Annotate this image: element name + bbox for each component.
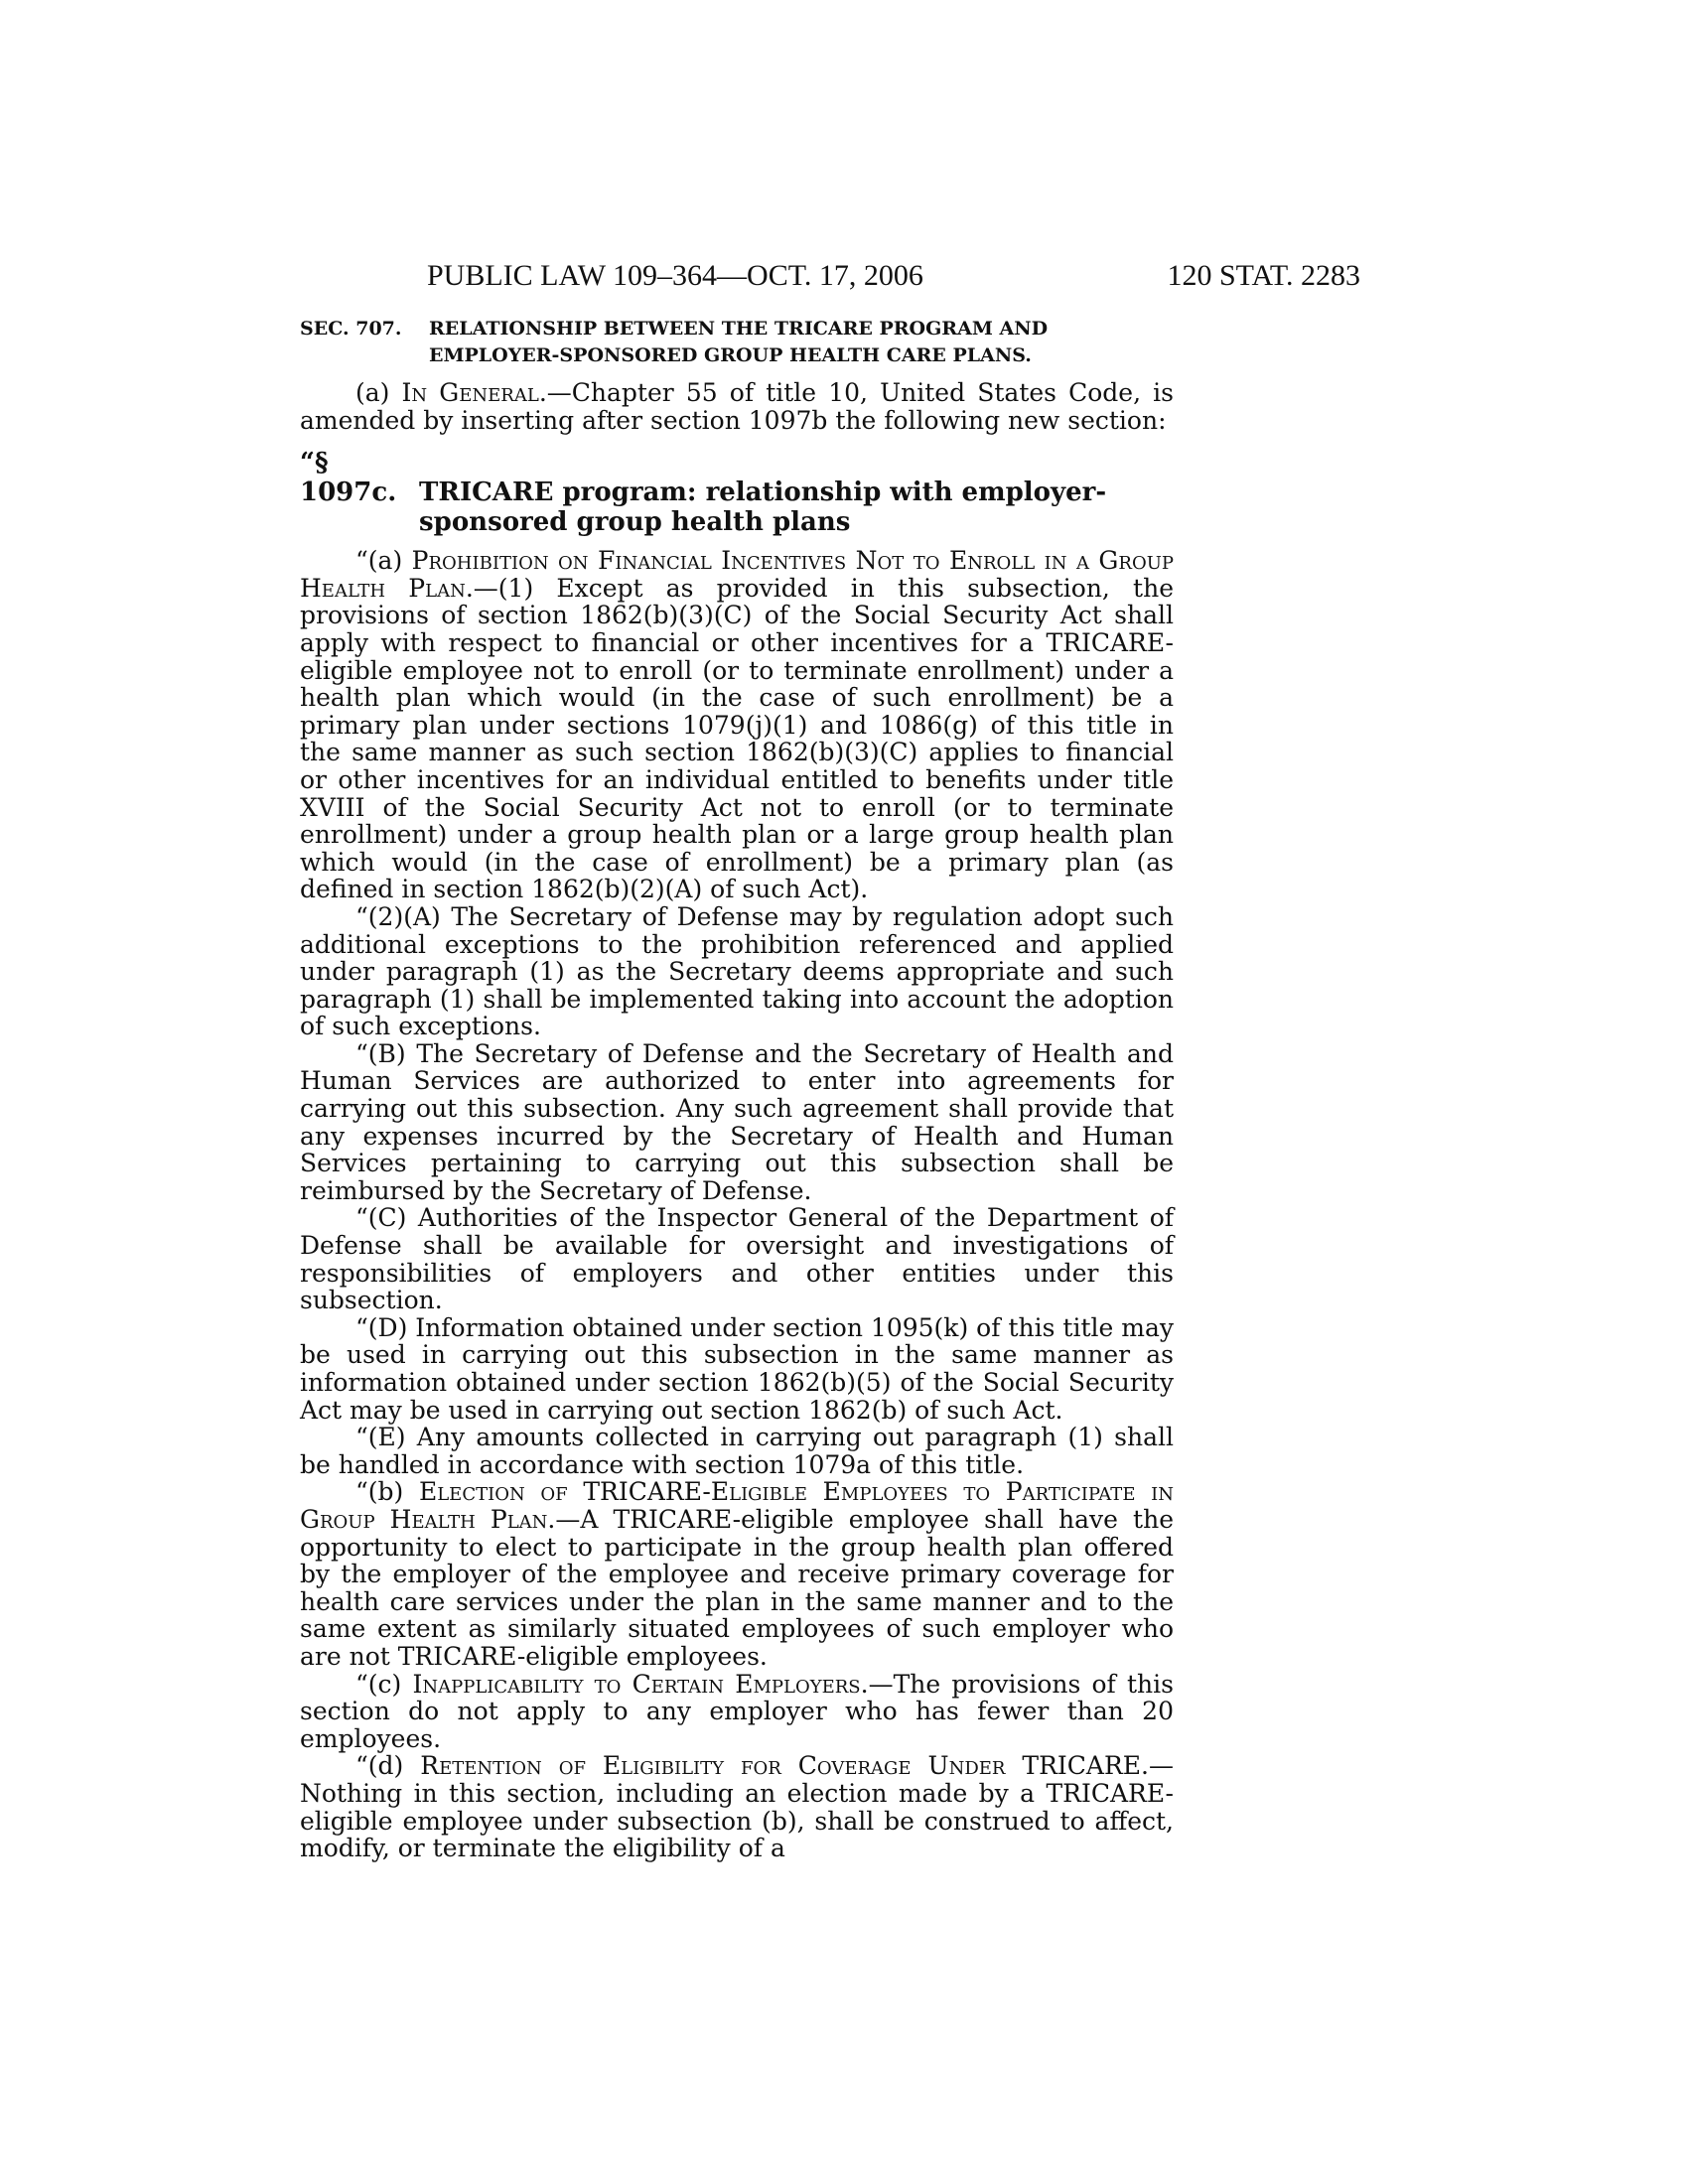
subsection-a-prefix: (a) [355,378,402,407]
section-number: SEC. 707. [300,318,402,340]
running-header [0,256,1688,296]
section-heading-text: RELATIONSHIP BETWEEN THE TRICARE PROGRAM AND EMPLOYER-SPONSORED GROUP HEALTH CARE PLANS. [429,318,1049,366]
paragraph-B: “(B) The Secretary of Defense and the Secretary of Health and Human Services are authorized to enter into agreements for carrying out this subsection. Any such agreement shall provide that any expenses incurred by the Secretary of Health and Human Services pertaining to carrying out this subsection shall be reimbursed by the Secretary of Defense. [300,1038,1174,1205]
paragraph-a-prefix: “(a) [355,546,412,576]
paragraph-a [300,547,1174,903]
paragraph-d [300,1752,1174,1861]
header-page-reference: 120 STAT. 2283 [1167,259,1360,292]
subsection-a-paragraph [300,379,1174,434]
paragraph-a-text: (1) Except as provided in this subsection, the provisions of section 1862(b)(3)(C) of the Social Security Act shall apply with respect to financial or other incentives for a TRICARE-eligible employee not to enroll (or to terminate enrollment) under a health plan which would (in the case of such enrollment) be a primary plan under sections 1079(j)(1) and 1086(g) of this title in the same manner as such section 1862(b)(3)(C) applies to financial or other incentives for an individual entitled to benefits under title XVIII of the Social Security Act not to enroll (or to terminate enrollment) under a group health plan or a large group health plan which would (in the case of enrollment) be a primary plan (as defined in section 1862(b)(2)(A) of such Act). [300,573,1174,904]
paragraph-b-label: Election of TRICARE-Eligible Employees to Participate in Group Health Plan [300,1477,1174,1534]
paragraph-b [300,1478,1174,1670]
new-section-number: “§ 1097c. [300,448,397,508]
section-heading [300,316,1174,369]
paragraph-c-prefix: “(c) [355,1669,413,1699]
subsection-a-label: In General [401,378,539,407]
header-title: PUBLIC LAW 109–364—OCT. 17, 2006 [427,259,923,292]
paragraph-d-suffix: .— [1141,1751,1174,1781]
paragraph-b-suffix: .— [547,1504,581,1534]
new-section-title [300,448,1174,537]
paragraph-d-prefix: “(d) [355,1751,421,1781]
paragraph-c-label: Inapplicability to Certain Employers [412,1669,861,1699]
paragraph-C: “(C) Authorities of the Inspector General of the Department of Defense shall be available for oversight and investigations of responsibilities of employers and other entities under this subsection. [300,1203,1174,1315]
paragraph-d-label: Retention of Eligibility for Coverage Under TRICARE [420,1751,1142,1781]
paragraph-a-suffix: .— [465,573,498,603]
paragraph-b-text: A TRICARE-eligible employee shall have the opportunity to elect to participate in the group health plan offered by the employer of the employee and receive primary coverage for health care services under the plan in the same manner and to the same extent as similarly situated employees of such employer who are not TRICARE-eligible employees. [300,1504,1174,1671]
paragraph-c-text: The provisions of this section do not apply to any employer who has fewer than 20 employees. [300,1669,1174,1753]
new-section-title-text: TRICARE program: relationship with employer-sponsored group health plans [419,478,1107,538]
paragraph-b-prefix: “(b) [355,1477,419,1507]
paragraph-c-suffix: .— [860,1669,894,1699]
paragraph-D: “(D) Information obtained under section 1095(k) of this title may be used in carrying out this subsection in the same manner as information obtained under section 1862(b)(5) of the Social Security Act may be used in carrying out section 1862(b) of such Act. [300,1312,1174,1425]
paragraph-a-label: Prohibition on Financial Incentives Not to Enroll in a Group Health Plan [300,546,1174,603]
paragraph-2A: “(2)(A) The Secretary of Defense may by regulation adopt such additional exceptions to the prohibition referenced and applied under paragraph (1) as the Secretary deems appropriate and such paragraph (1) shall be implemented taking into account the adoption of such exceptions. [300,901,1174,1041]
paragraph-d-text: Nothing in this section, including an election made by a TRICARE-eligible employee under subsection (b), shall be construed to affect, modify, or terminate the eligibility of a [300,1778,1174,1863]
document-body [300,316,1174,1862]
subsection-a-text: Chapter 55 of title 10, United States Code, is amended by inserting after section 1097b the following new section: [300,378,1174,435]
paragraph-E: “(E) Any amounts collected in carrying out paragraph (1) shall be handled in accordance with section 1079a of this title. [300,1423,1174,1479]
subsection-a-suffix: .— [538,378,572,407]
paragraph-c [300,1671,1174,1753]
